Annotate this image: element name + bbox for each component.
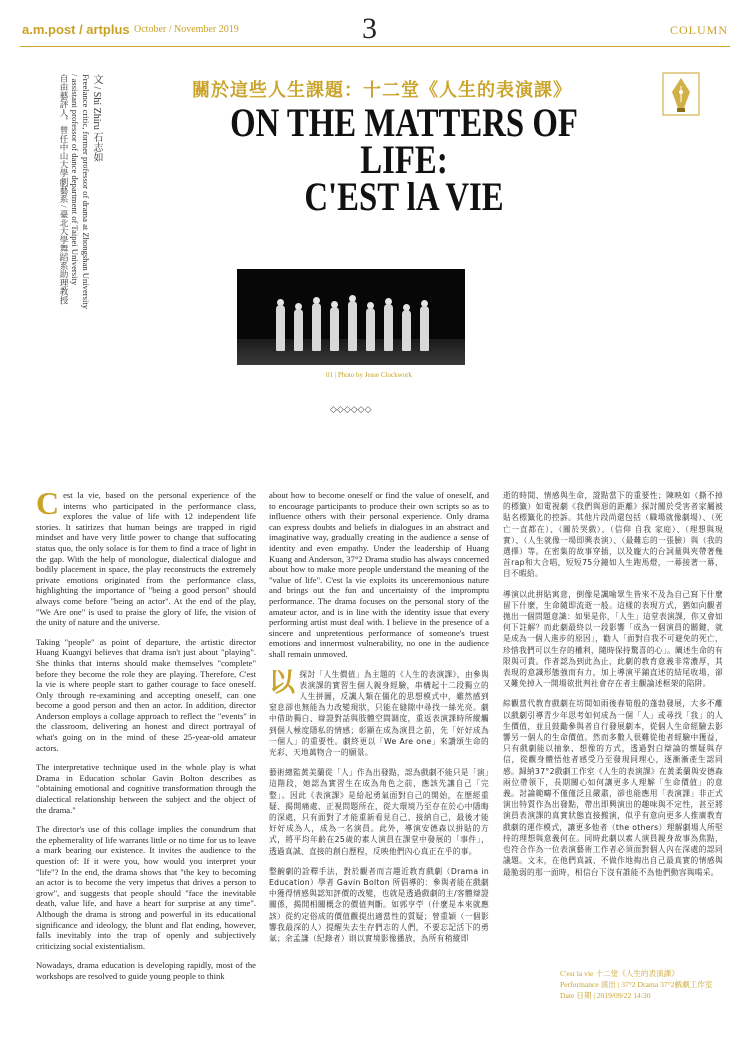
fountain-pen-icon [662, 72, 700, 116]
paragraph-text: 探討「人生價值」為主題的《人生的表演課》，由參與表演課的實習生個人親身經驗，串構起十二段獨立的人生拼圖，反諷人類在僵化的思想模式中，雖然感到窒息卻也無能為力改變現狀，只能在縫隙中尋找一絲光亮。劇中借助獨白、辯證對話與肢體空間調度，重返表演課時所縱觸到個人極度隱私的情感；彰顯在成為演員之前，先「好好成為一個人」的重要性。劇終更以「We Are one」來讚頌生命的光彩、天地萬物合一的願景。 [269, 669, 489, 757]
title-english [224, 100, 585, 219]
section-label: COLUMN [669, 23, 728, 37]
header-rule [20, 46, 730, 47]
byline-role-en-1: Freelance critic, former professor of drama at Zhongshan University [81, 74, 91, 310]
paragraph: Taking "people" as point of departure, the artistic director Huang Kuangyi believes that drama isn't just about "playing". She thinks that interns should make themselves "complete" before they become the role they are playing. Therefore, C'est la vie is where people start to gather courage to face oneself. Only through re-examining and accepting oneself, can one become a good person and then an actor. In addition, director Anderson employs a collage approach to reflect the "events" in the classroom, delivering an honest and direct portrayal of what's going on in the mind of these 25-year-old amateur actors. [36, 636, 256, 753]
paragraph: 逝的時間、情感與生命，證點當下的重要性；陳映如（撕不掉的標籤）如電視劇《我們與惡的距離》探討關於受害者家屬被貼名標籤化的控訴。其他片段尚還包括（職場就像劇場）、（死亡一直都在）、（關於哭戲）、（信仰 自我 家庭）、（理想與現實）、（人生就像一場即興表演）、（最難忘的一張臉）與（我的選擇）等。在密集的故事穿插，以及龐大的台詞量與夾帶著幾首rap和大合唱，短短75分鐘如人生跑馬燈，一幕接著一幕，目不暇給。 [503, 491, 723, 579]
paragraph: 導演以此拼貼寓意，倒像是諷喻眾生皆來不及為自己寫下什麼留下什麼，生命隨即流逝一般。這樣的表現方式，猶如向觀者拋出一個問題意識：如果是你，「人生」這堂表演課，你又會如何下註解？而此劇最終以一段影響「成為一個演員的關鍵，就是成為一個人進步的原因」，勸人「面對自我不可避免的死亡，珍惜我們可以生存的權利，隨時保持驚喜的心」。闡述生命的有限與可貴。作者認為到此為止，此劇的教育意義非常濃厚，其表現的意識形態強而有力，加上導演平鋪直述的結尾收場，卻又難免掉入一開場欲批判社會存在者主觀論述框架的陷阱。 [503, 589, 723, 689]
paragraph: about how to become oneself or find the value of oneself, and to encourage participants to produce their own scripts so as to influence others with their personal experience. Only drama can express doubts and beliefs in dialogues in an abstract and imaginative way, gradually creating in the audience a sense of identity and even empathy. Under the leadership of Huang Kuang and Anderson, 37°2 Drama studio has always concerned about how to make more people understand the meaning of the "value of life". C'est la vie exploits its unceremonious nature and brings out the fun and uncertainty of the impromptu performance. The drama focuses on the personal story of the amateur actor, and is in line with the identity issue that every performing artist must deal with. I believe in the presence of a sincere and unpretentious performance of someone's truest emotions and innermost vulnerability, no one in the audience shall remain unmoved. [269, 490, 489, 659]
performer-figure [348, 301, 357, 351]
title-chinese: 關於這些人生課題：十二堂《人生的表演課》 [192, 80, 572, 100]
production-performance: Performance 演出 | 37°2 Drama 37°2戲劇工作室 [560, 980, 713, 989]
production-title: C'est la vie 十二堂《人生的表演課》 [560, 969, 679, 978]
paragraph: 綜觀當代教育戲劇在坊間如雨後春筍般的蓬勃發展，大多不離以戲劇引導青少年思考如何成為一個「人」或尋找「我」的人生價值，並且鼓勵參與者自行發展劇本，從個人生命經驗去影響另一個人的生命價值。然而多數人很難從他者經驗中獲益，只有戲劇能以抽象、想像的方式，透過對白辯論的懷疑與存信，從觀身體悟他者感受乃至發現同理心，逐漸漸產生認同感。歸納37°2戲劇工作室《人生的表演課》在黃柔蘭與安德森兩位帶領下，長期關心如何讓更多人理解「生命價值」的意義。討論範疇不僅僅泛且嚴肅，卻也能應用「表演課」非正式演出特質作為出發點，帶出即興演出的趣味與不定性，甚至將演員表演課的真實狀態直接搬演，似乎有意向更多人推廣教育戲劇的運作模式，讓更多他者（the others）理解劇場人所堅持的理想與意義何在。同時此劇以素人演員親身故事為焦點，也符合作為一位表演藝術工作者必須面對個人內在深處的認同議題。文末，在他們真誠、不做作地掏出自己最真實的情感與最脆弱的那一面時，相信台下沒有誰能不為他們動容與喝采。 [503, 699, 723, 877]
performer-figure [420, 306, 429, 351]
column-english-chinese-2 [269, 490, 489, 953]
paragraph: The director's use of this collage implies the conundrum that the ephemerality of life warrants little or no time for us to leave a mark bearing our existence. It invites the audience to the question of: If it were you, how would you interpret your "life"? In the end, the drama shows that "the key to becoming an actor is to become the very impetus that drives a person to grow", and suggests that people should "face the inevitable death, value life, and have a heart for surprise at any time". Although the drama is strong and powerful in its educational significance and ideology, the blunt and flat ending, however, falls inevitably into the trap of openly and subjectively criticizing social existentialism. [36, 824, 256, 951]
issue-date: October / November 2019 [134, 24, 239, 35]
paragraph: The interpretative technique used in the whole play is what Drama in Education scholar Gavin Bolton describes as "obtaining emotional and cognitive transformation through the dialectical relationship between the subject and the object of the drama." [36, 762, 256, 815]
performance-photo [237, 269, 465, 365]
performer-figure [330, 307, 339, 351]
performer-figure [402, 310, 411, 351]
paragraph: 藝術總監黃美蘭從「人」作為出發點，認為戲劇不能只是「演」這階段，她認為實習生在成為角色之前，應該先讓自己「完整」。因此《表演課》是給起勇氣面對自己的開始，在歷經重疑、揭開痛處、正視問題所在，從大環境乃至存在於心中隱晦的深處，只有面對了才能重新看見自己、接納自己，最後才能好好成為人，成為一名演員。此外，導演安德森以拼貼的方式，將平均年齡在25歲的素人演員在課堂中發展的「事件」，透過真誠、直接的創白歷程，反映他們內心真正在乎的事。 [269, 768, 489, 856]
production-info [560, 968, 720, 1001]
performer-figure [294, 309, 303, 351]
byline-role-zh: 自由藝評人，曾任中山大學劇藝系 / 臺北大學舞蹈系助理教授 [59, 74, 69, 305]
performer-figure [384, 304, 393, 351]
chinese-text [269, 669, 489, 945]
drop-cap: C [36, 485, 60, 521]
page-number: 3 [362, 12, 377, 45]
column-chinese-3 [503, 490, 723, 887]
paragraph: 整齣劇的詮釋手法，對於觀者而言趨近教育戲劇（Drama in Education）學者 Gavin Bolton 所倡導的：參與者能在戲劇中獲得情感與認知評價的改變，也就是透過戲劇的主/客體辯證關係，揭開相關概念的價值判斷。如郭亨苧（什麼是本來就應該）從約定俗成的價值觀提出適當性的質疑；曾重穎（一個影響我最深的人）提醒失去生存們志的人們，不要忘記活下的勇氣；余孟謙（紀錄者）則以實境影像播放，為所有稍縱即 [269, 866, 489, 943]
performer-figure [312, 303, 321, 351]
production-date: Date 日期 | 2019/09/22 14:30 [560, 991, 651, 1000]
performer-figure [276, 305, 285, 351]
column-english-1 [36, 485, 256, 991]
paragraph [269, 669, 489, 759]
drop-cap: 以 [269, 667, 296, 698]
publication-name: a.m.post / artplus [22, 22, 130, 37]
byline-author: 文 / Shi Zhiru 石志如 [91, 74, 102, 163]
byline [58, 74, 102, 314]
paragraph-text: est la vie, based on the personal experience of the interns who participated in the performance class, explores the value of life with 12 independent life stories. It satirizes that human beings are trapped in rigid mindset and have very little power to change that suffocating status quo, the only solace is for them to find a trace of light in the gap. With the help of monologue, dialectical dialogue and bodily placement in space, the play reconstructs the extremely private emotions originated from the performance class, highlighting the importance of "being a good person" should always come before "being an actor". At the end of the play, "We Are one" is used to praise the glory of life, the vision of the unity of nature and the universe. [36, 490, 256, 628]
section-separator: ◇◇◇◇◇◇ [330, 404, 372, 414]
byline-role-en-2: / assistant professor of dance department of Taipei University [70, 74, 80, 286]
photo-caption: 01 | Photo by Jesse Clockwork [326, 371, 412, 379]
title-english-line1: ON THE MATTERS OF LIFE: [230, 100, 578, 182]
title-english-line2: C'EST lA VIE [304, 174, 504, 219]
performer-figure [366, 308, 375, 351]
paragraph [36, 485, 256, 628]
paragraph: Nowadays, drama education is developing rapidly, most of the workshops are resolved to guide young people to think [36, 960, 256, 981]
